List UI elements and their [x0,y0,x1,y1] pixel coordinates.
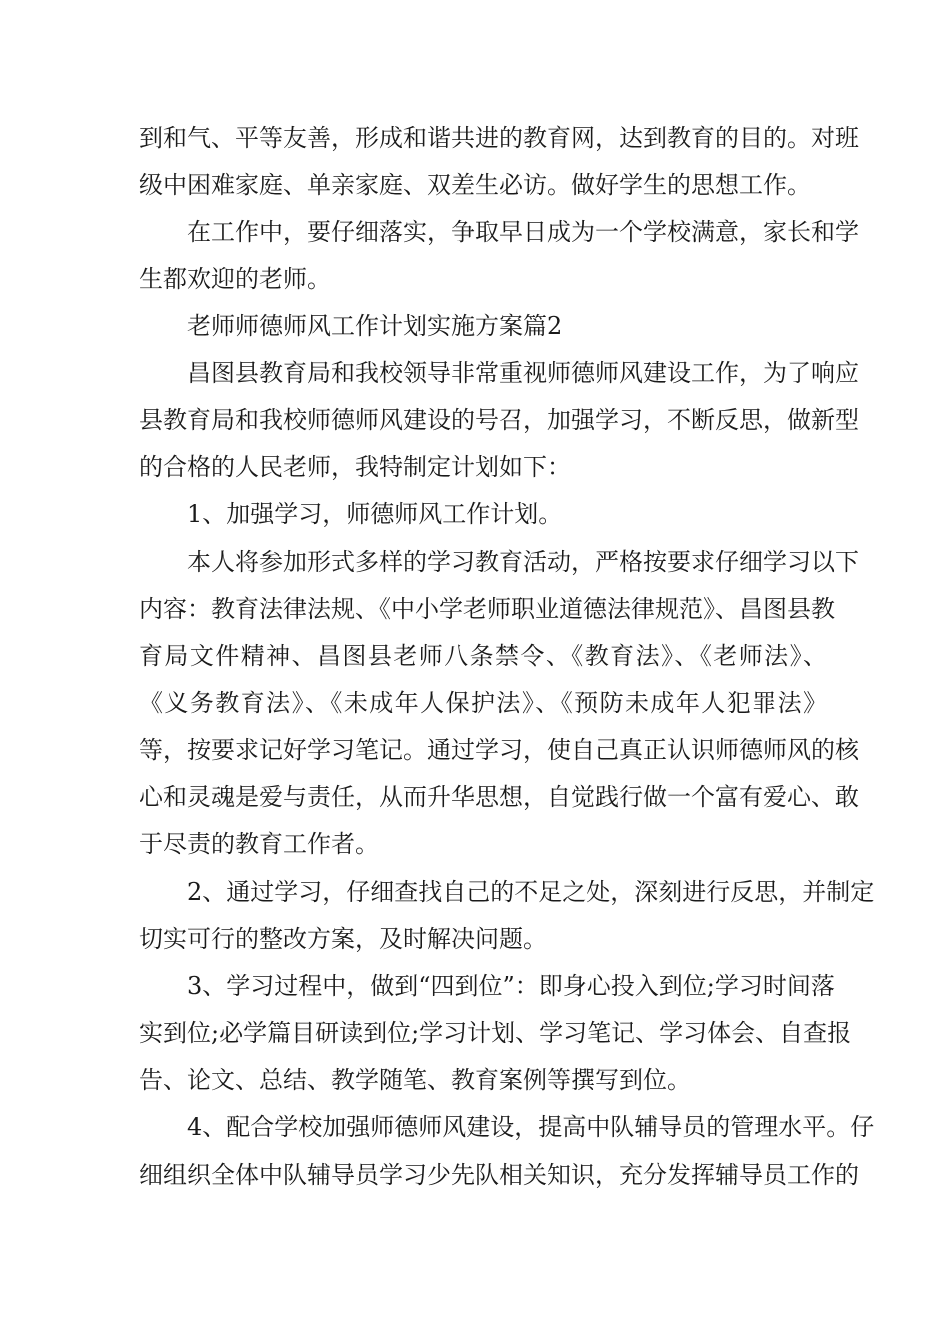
text-line: 实到位;必学篇目研读到位;学习计划、学习笔记、学习体会、自查报 [139,1019,852,1047]
text-line: 生都欢迎的老师。 [139,265,331,293]
text-line: 于尽责的教育工作者。 [139,830,379,858]
text-line: 级中困难家庭、单亲家庭、双差生必访。做好学生的思想工作。 [139,171,811,199]
text-line: 的合格的人民老师，我特制定计划如下： [139,453,571,481]
text-line: 4、配合学校加强师德师风建设，提高中队辅导员的管理水平。仔 [187,1113,875,1141]
text-line: 昌图县教育局和我校领导非常重视师德师风建设工作，为了响应 [187,359,859,387]
text-line: 《义务教育法》、《未成年人保护法》、《预防未成年人犯罪法》 [139,689,827,717]
text-line: 等，按要求记好学习笔记。通过学习，使自己真正认识师德师风的核 [139,736,859,764]
text-line: 县教育局和我校师德师风建设的号召，加强学习，不断反思，做新型 [139,406,859,434]
text-line: 内容：教育法律法规、《中小学老师职业道德法律规范》、昌图县教 [139,595,835,623]
text-line: 到和气、平等友善，形成和谐共进的教育网，达到教育的目的。对班 [139,124,859,152]
text-line: 告、论文、总结、教学随笔、教育案例等撰写到位。 [139,1066,691,1094]
text-line: 切实可行的整改方案，及时解决问题。 [139,925,547,953]
text-line: 2、通过学习，仔细查找自己的不足之处，深刻进行反思，并制定 [187,878,875,906]
section-heading: 老师师德师风工作计划实施方案篇2 [187,312,563,340]
text-line: 育局文件精神、昌图县老师八条禁令、《教育法》、《老师法》、 [139,642,827,670]
text-line: 本人将参加形式多样的学习教育活动，严格按要求仔细学习以下 [187,548,859,576]
text-line: 在工作中，要仔细落实，争取早日成为一个学校满意，家长和学 [187,218,859,246]
text-line: 细组织全体中队辅导员学习少先队相关知识，充分发挥辅导员工作的 [139,1161,859,1189]
text-line: 3、学习过程中，做到“四到位”：即身心投入到位;学习时间落 [187,972,835,1000]
list-item-heading: 1、加强学习，师德师风工作计划。 [187,500,563,528]
text-line: 心和灵魂是爱与责任，从而升华思想，自觉践行做一个富有爱心、敢 [139,783,859,811]
